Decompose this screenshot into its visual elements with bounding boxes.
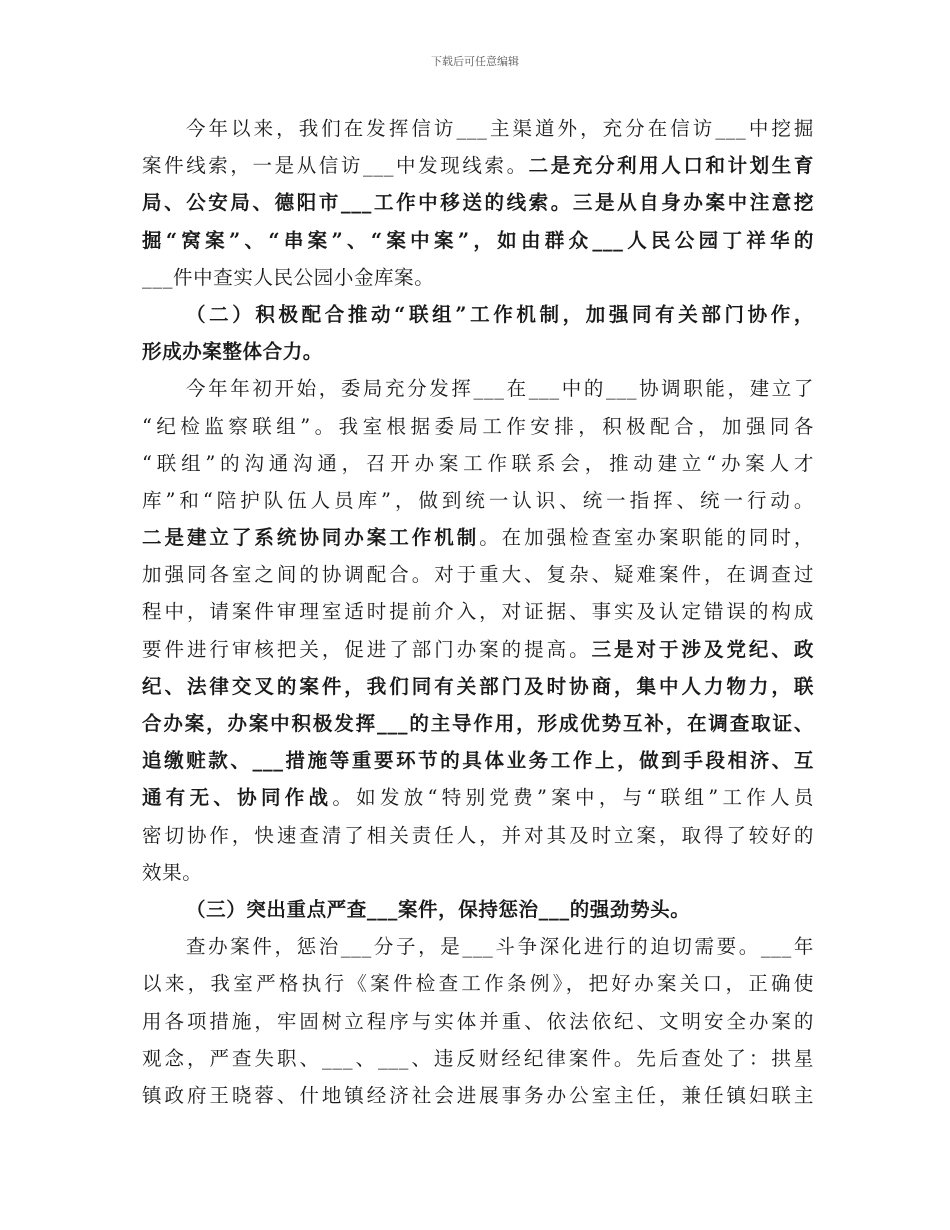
text-segment: 用各项措施，牢固树立程序与实体并重、依法依纪、文明安全办案的 [142,1009,814,1033]
text-line [142,854,814,891]
bold-text-segment: 纪、法律交叉的案件，我们同有关部门及时协商，集中人力物力，联 [142,674,814,698]
text-segment: 要件进行审核把关，促进了部门办案的提高。 [142,637,592,661]
bold-text-segment: 二是建立了系统协同办案工作机制 [142,526,480,550]
text-segment: 。如发放“特别党费”案中，与“联组”工作人员 [332,786,814,810]
text-line [142,965,814,1002]
bold-text-segment: 二是充分利用人口和计划生育 [528,154,814,178]
text-segment: 库”和“陪护队伍人员库”，做到统一认识、统一指挥、统一行动。 [142,488,814,512]
text-line [142,556,814,593]
text-line [142,779,814,816]
text-line [142,408,814,445]
bold-text-segment: 合办案，办案中积极发挥___的主导作用，形成优势互补，在调查取证、 [142,712,814,735]
text-line [142,1077,814,1114]
text-segment: 今年以来，我们在发挥信访___主渠道外，充分在信访___中挖掘 [186,117,814,140]
text-line [142,742,814,779]
text-segment: ___件中查实人民公园小金库案。 [142,265,435,289]
text-line [142,110,814,147]
text-line [142,482,814,519]
document-body [142,110,814,1114]
text-line [142,928,814,965]
text-segment: 观念，严查失职、___、___、违反财经纪律案件。先后查处了：拱星 [142,1046,814,1070]
text-line [142,891,814,928]
text-line [142,222,814,259]
text-segment: 案件线索，一是从信访___中发现线索。 [142,154,529,178]
text-line [142,370,814,407]
text-line [142,445,814,482]
text-segment: 镇政府王晓蓉、什地镇经济社会进展事务办公室主任，兼任镇妇联主 [142,1083,814,1107]
text-segment: 密切协作，快速查清了相关责任人，并对其及时立案，取得了较好的 [142,823,814,847]
text-segment: 程中，请案件审理室适时提前介入，对证据、事实及认定错误的构成 [142,600,814,624]
text-line [142,147,814,184]
bold-text-segment: （二）积极配合推动“联组”工作机制，加强同有关部门协作， [186,302,814,326]
text-segment: “纪检监察联组”。我室根据委局工作安排，积极配合，加强同各 [142,414,814,438]
bold-text-segment: 追缴赃款、___措施等重要环节的具体业务工作上，做到手段相济、互 [142,749,814,773]
text-line [142,296,814,333]
bold-text-segment: 通有无、协同作战 [142,786,333,810]
text-line [142,593,814,630]
text-segment: 查办案件，惩治___分子，是___斗争深化进行的迫切需要。___年 [186,935,814,959]
text-segment: 今年年初开始，委局充分发挥___在___中的___协调职能，建立了 [186,377,814,401]
text-line [142,1040,814,1077]
text-line [142,668,814,705]
bold-text-segment: 形成办案整体合力。 [142,340,323,364]
text-segment: 以来，我室严格执行《案件检查工作条例》，把好办案关口，正确使 [142,972,814,996]
bold-text-segment: （三）突出重点严查___案件，保持惩治___的强劲势头。 [186,897,691,921]
text-line [142,184,814,221]
text-segment: 。在加强检查室办案职能的同时， [479,526,814,550]
text-line [142,631,814,668]
bold-text-segment: 三是对于涉及党纪、政 [591,637,814,661]
page-header-note: 下载后可任意编辑 [431,55,519,68]
text-line [142,817,814,854]
bold-text-segment: 局、公安局、德阳市___工作中移送的线索。三是从自身办案中注意挖 [142,191,814,215]
text-segment: 加强同各室之间的协调配合。对于重大、复杂、疑难案件，在调查过 [142,563,814,587]
text-line [142,1003,814,1040]
text-line [142,705,814,742]
text-line [142,333,814,370]
bold-text-segment: 掘“窝案”、“串案”、“案中案”，如由群众___人民公园丁祥华的 [142,228,814,252]
text-segment: 效果。 [142,860,203,884]
text-line [142,519,814,556]
text-segment: “联组”的沟通沟通，召开办案工作联系会，推动建立“办案人才 [142,451,814,475]
text-line [142,259,814,296]
